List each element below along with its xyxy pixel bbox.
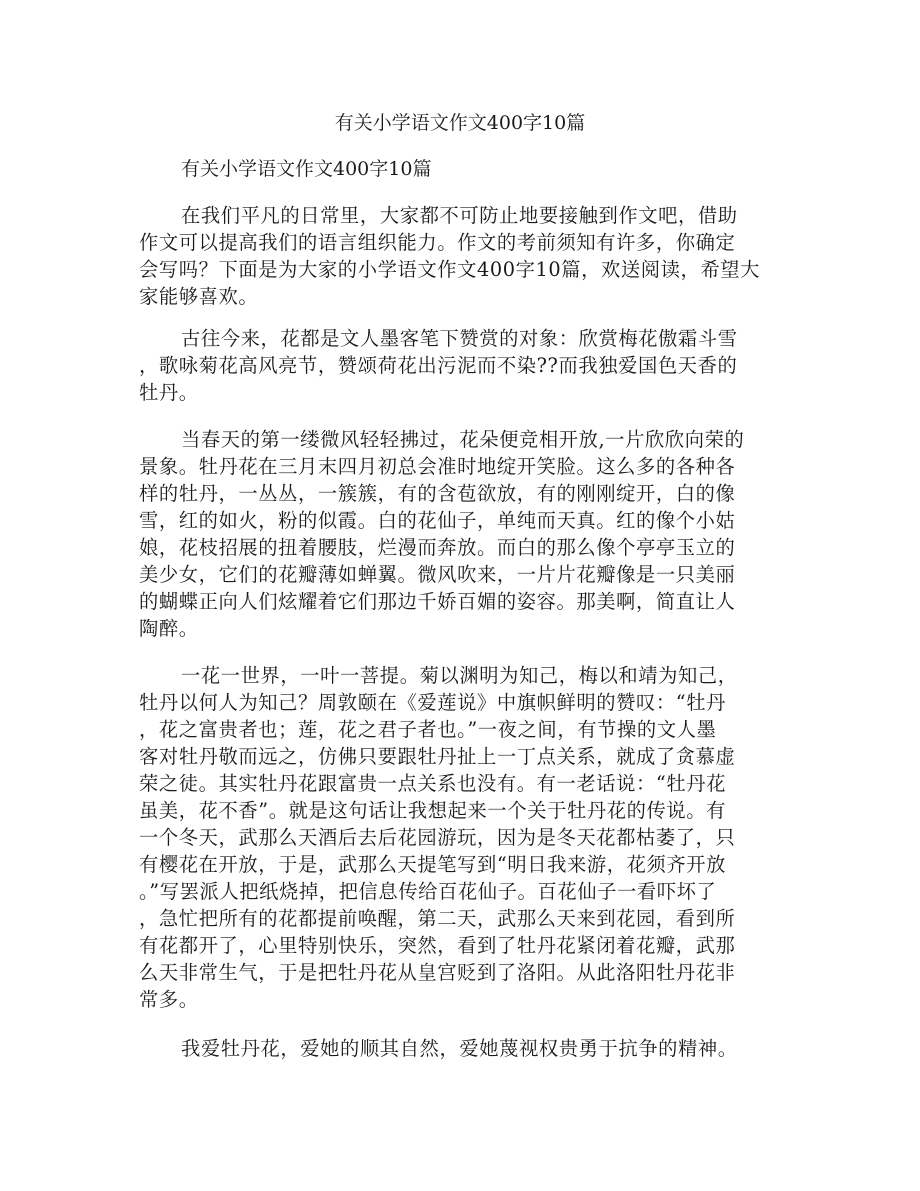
paragraph-line: 当春天的第一缕微风轻轻拂过，花朵便竞相开放,一片欣欣向荣的 bbox=[181, 428, 745, 451]
paragraph-line: 在我们平凡的日常里，大家都不可防止地要接触到作文吧，借助 bbox=[181, 204, 738, 227]
paragraph-line: 一个冬天，武那么天酒后去后花园游玩，因为是冬天花都枯萎了，只 bbox=[139, 826, 736, 849]
paragraph-line: ，歌咏菊花高风亮节，赞颂荷花出污泥而不染??而我独爱国色天香的 bbox=[139, 354, 738, 377]
paragraph-line: ，急忙把所有的花都提前唤醒，第二天，武那么天来到花园，看到所 bbox=[139, 907, 736, 930]
paragraph-line: 牡丹。 bbox=[139, 381, 199, 404]
paragraph-line: 荣之徒。其实牡丹花跟富贵一点关系也没有。有一老话说：“牡丹花 bbox=[139, 772, 727, 795]
paragraph-line: 作文可以提高我们的语言组织能力。作文的考前须知有许多，你确定 bbox=[139, 231, 736, 254]
paragraph-spring bbox=[139, 426, 789, 642]
paragraph-intro bbox=[139, 202, 789, 310]
paragraph-line: 常多。 bbox=[139, 988, 199, 1011]
paragraph-line: 美少女，它们的花瓣薄如蝉翼。微风吹来，一片片花瓣像是一只美丽 bbox=[139, 563, 736, 586]
paragraph-line: 么天非常生气，于是把牡丹花从皇宫贬到了洛阳。从此洛阳牡丹花非 bbox=[139, 961, 736, 984]
paragraph-line: 。”写罢派人把纸烧掉，把信息传给百花仙子。百花仙子一看吓坏了 bbox=[139, 880, 717, 903]
paragraph-line: 虽美，花不香”。就是这句话让我想起来一个关于牡丹花的传说。有 bbox=[139, 799, 727, 822]
paragraph-conclusion bbox=[139, 1035, 789, 1062]
document-subtitle: 有关小学语文作文400字10篇 bbox=[181, 158, 432, 180]
paragraph-legend bbox=[139, 662, 789, 1013]
paragraph-line: 娘，花枝招展的扭着腰肢，烂漫而奔放。而白的那么像个亭亭玉立的 bbox=[139, 536, 736, 559]
paragraph-line: 有花都开了，心里特别快乐，突然，看到了牡丹花紧闭着花瓣，武那 bbox=[139, 934, 736, 957]
paragraph-flowers bbox=[139, 325, 789, 406]
paragraph-line: 客对牡丹敬而远之，仿佛只要跟牡丹扯上一丁点关系，就成了贪慕虚 bbox=[139, 745, 736, 768]
paragraph-line: 古往今来，花都是文人墨客笔下赞赏的对象：欣赏梅花傲霜斗雪 bbox=[181, 327, 738, 350]
paragraph-line: 陶醉。 bbox=[139, 617, 199, 640]
paragraph-line: ，花之富贵者也；莲，花之君子者也。”一夜之间，有节操的文人墨 bbox=[139, 718, 717, 741]
paragraph-line: 的蝴蝶正向人们炫耀着它们那边千娇百媚的姿容。那美啊，简直让人 bbox=[139, 590, 736, 613]
paragraph-line: 雪，红的如火，粉的似霞。白的花仙子，单纯而天真。红的像个小姑 bbox=[139, 509, 736, 532]
paragraph-line: 有樱花在开放，于是，武那么天提笔写到“明日我来游，花须齐开放 bbox=[139, 853, 727, 876]
paragraph-line: 景象。牡丹花在三月末四月初总会准时地绽开笑脸。这么多的各种各 bbox=[139, 455, 736, 478]
paragraph-line: 一花一世界，一叶一菩提。菊以渊明为知己，梅以和靖为知己， bbox=[181, 664, 738, 687]
paragraph-line: 会写吗？下面是为大家的小学语文作文400字10篇，欢送阅读，希望大 bbox=[139, 258, 761, 281]
paragraph-line: 牡丹以何人为知己？周敦颐在《爱莲说》中旗帜鲜明的赞叹：“牡丹 bbox=[139, 691, 727, 714]
paragraph-line: 我爱牡丹花，爱她的顺其自然，爱她蔑视权贵勇于抗争的精神。 bbox=[181, 1037, 738, 1060]
document-title: 有关小学语文作文400字10篇 bbox=[334, 112, 586, 134]
paragraph-line: 家能够喜欢。 bbox=[139, 285, 259, 308]
paragraph-line: 样的牡丹，一丛丛，一簇簇，有的含苞欲放，有的刚刚绽开，白的像 bbox=[139, 482, 736, 505]
